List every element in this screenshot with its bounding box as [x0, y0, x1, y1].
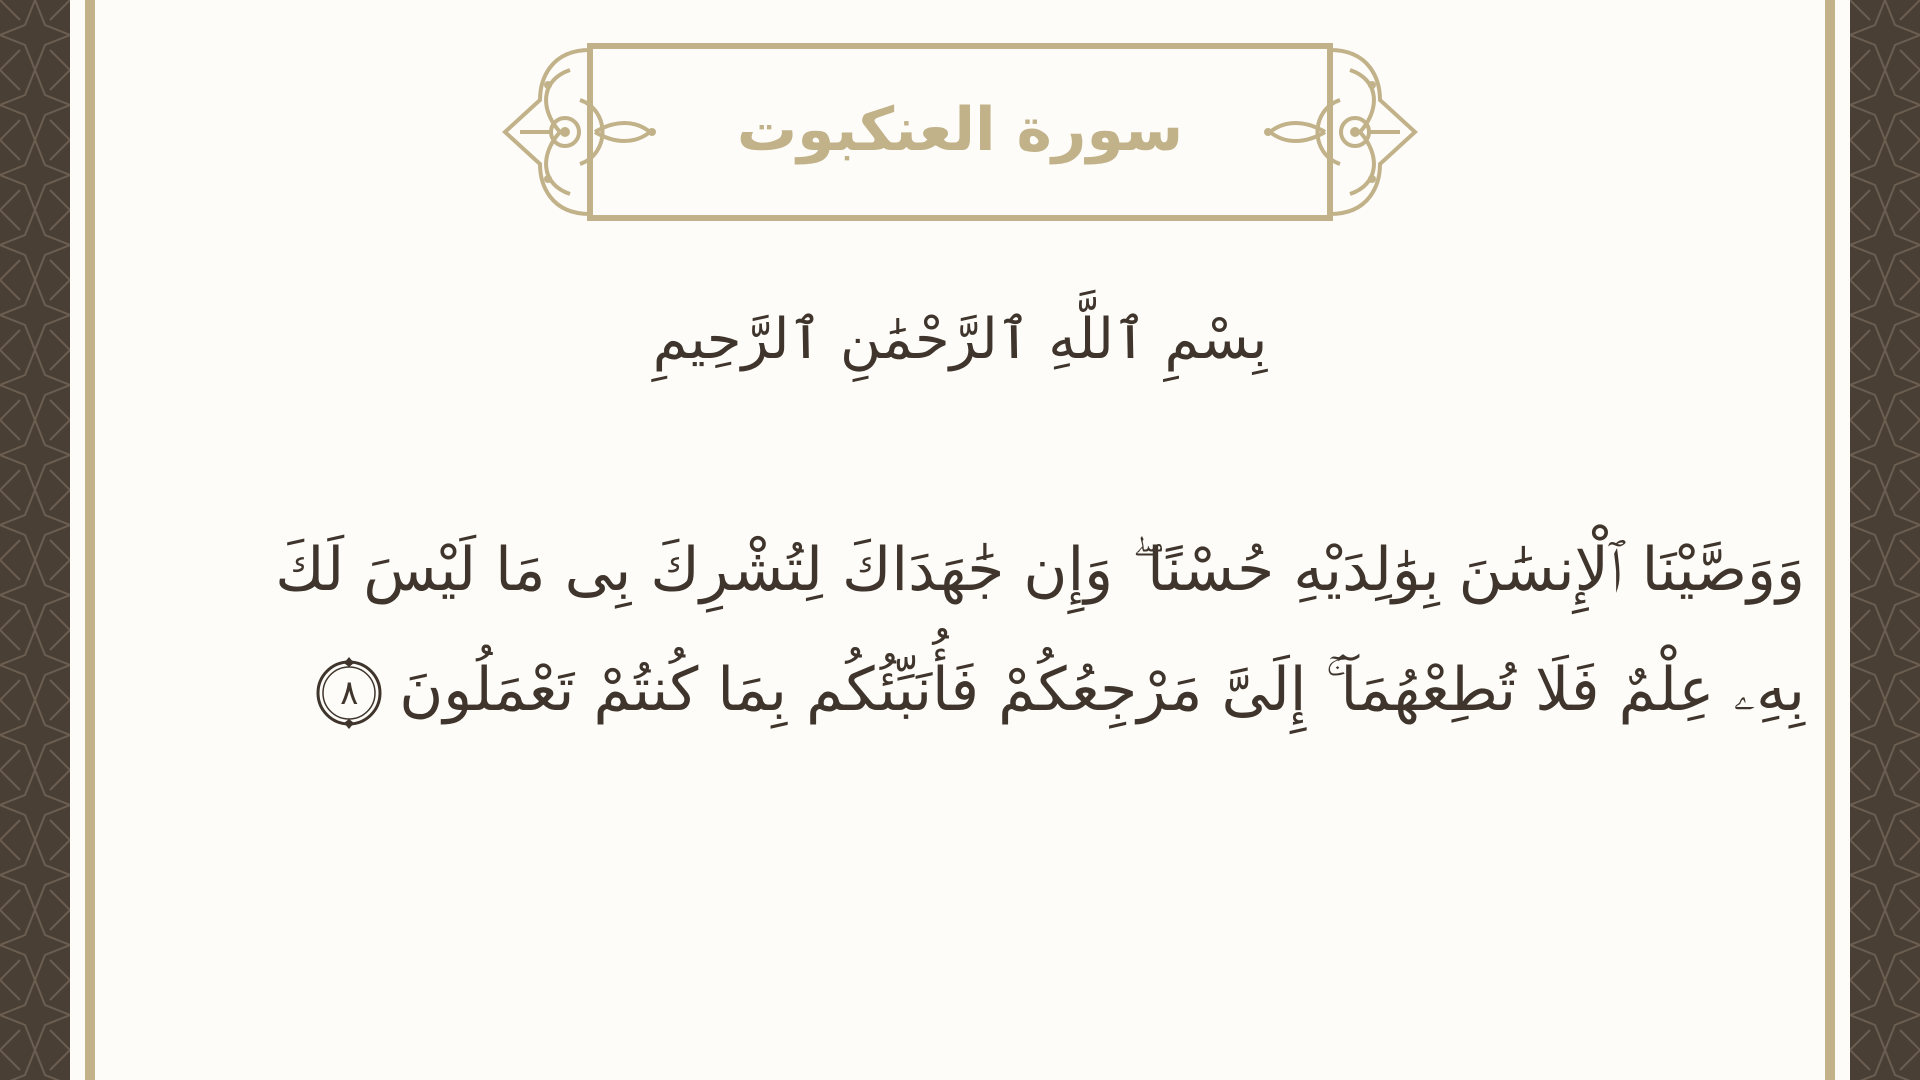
- verse-block: [195, 510, 1805, 750]
- geometric-pattern-icon: [0, 0, 70, 1080]
- right-pattern-border: [1850, 0, 1920, 1080]
- surah-title: سورة العنكبوت: [736, 95, 1184, 165]
- surah-header: [500, 40, 1420, 230]
- basmala: بِسْمِ ٱللَّهِ ٱلرَّحْمَٰنِ ٱلرَّحِيمِ: [652, 307, 1268, 372]
- left-pattern-border: [0, 0, 70, 1080]
- right-gold-rule: [1825, 0, 1835, 1080]
- ayah-number: ٨: [340, 673, 359, 714]
- left-gold-rule: [85, 0, 95, 1080]
- geometric-pattern-icon: [1850, 0, 1920, 1080]
- verse-text: وَوَصَّيْنَا ٱلْإِنسَٰنَ بِوَٰلِدَيْهِ حُسْنًا ۖ وَإِن جَٰهَدَاكَ لِتُشْرِكَ بِى مَا لَيْسَ لَكَ بِهِۦ عِلْمٌ فَلَا تُطِعْهُمَآ ۚ إِلَىَّ مَرْجِعُكُمْ فَأُنَبِّئُكُم بِمَا كُنتُمْ تَعْمَلُونَ: [275, 535, 1805, 725]
- ayah-marker: [313, 657, 385, 729]
